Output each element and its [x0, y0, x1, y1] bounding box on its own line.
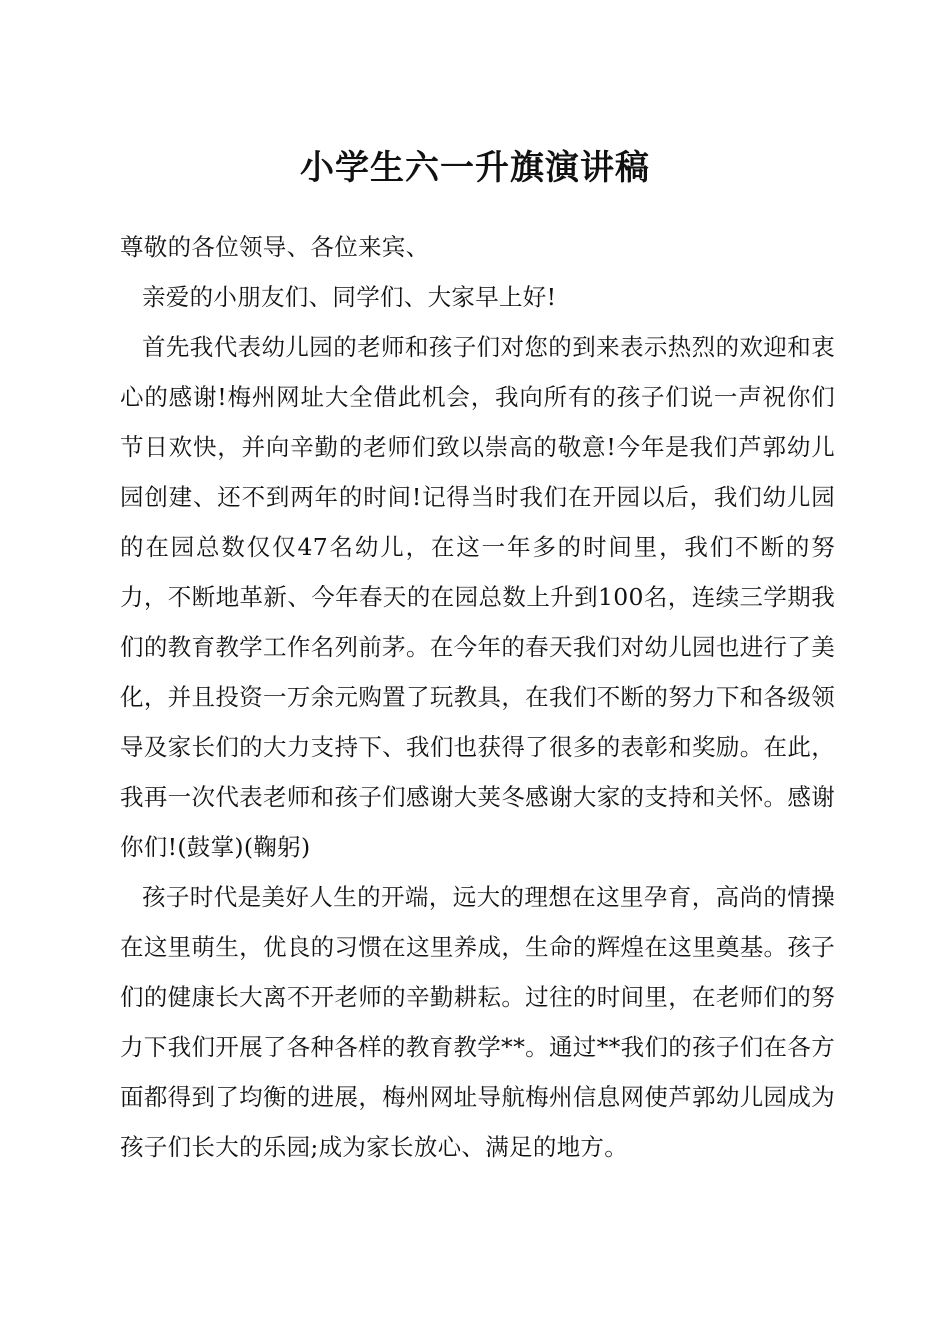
- paragraph-welcome: 首先我代表幼儿园的老师和孩子们对您的到来表示热烈的欢迎和衷心的感谢!梅州网址大全借此机会，我向所有的孩子们说一声祝你们节日欢快，并向辛勤的老师们致以崇高的敬意!今年是我们芦郭幼儿园创建、还不到两年的时间!记得当时我们在开园以后，我们幼儿园的在园总数仅仅47名幼儿，在这一年多的时间里，我们不断的努力，不断地革新、今年春天的在园总数上升到100名，连续三学期我们的教育教学工作名列前茅。在今年的春天我们对幼儿园也进行了美化，并且投资一万余元购置了玩教具，在我们不断的努力下和各级领导及家长们的大力支持下、我们也获得了很多的表彰和奖励。在此，我再一次代表老师和孩子们感谢大荚冬感谢大家的支持和关怀。感谢你们!(鼓掌)(鞠躬): [120, 333, 835, 861]
- salutation-line: 尊敬的各位领导、各位来宾、: [120, 233, 430, 261]
- document-title: 小学生六一升旗演讲稿: [300, 148, 650, 188]
- greeting-line: 亲爱的小朋友们、同学们、大家早上好!: [142, 283, 557, 311]
- document-body: [120, 222, 835, 1172]
- paragraph-childhood: 孩子时代是美好人生的开端，远大的理想在这里孕育，高尚的情操在这里萌生，优良的习惯在这里养成，生命的辉煌在这里奠基。孩子们的健康长大离不开老师的辛勤耕耘。过往的时间里，在老师们的努力下我们开展了各种各样的教育教学**。通过**我们的孩子们在各方面都得到了均衡的进展，梅州网址导航梅州信息网使芦郭幼儿园成为孩子们长大的乐园;成为家长放心、满足的地方。: [120, 883, 835, 1161]
